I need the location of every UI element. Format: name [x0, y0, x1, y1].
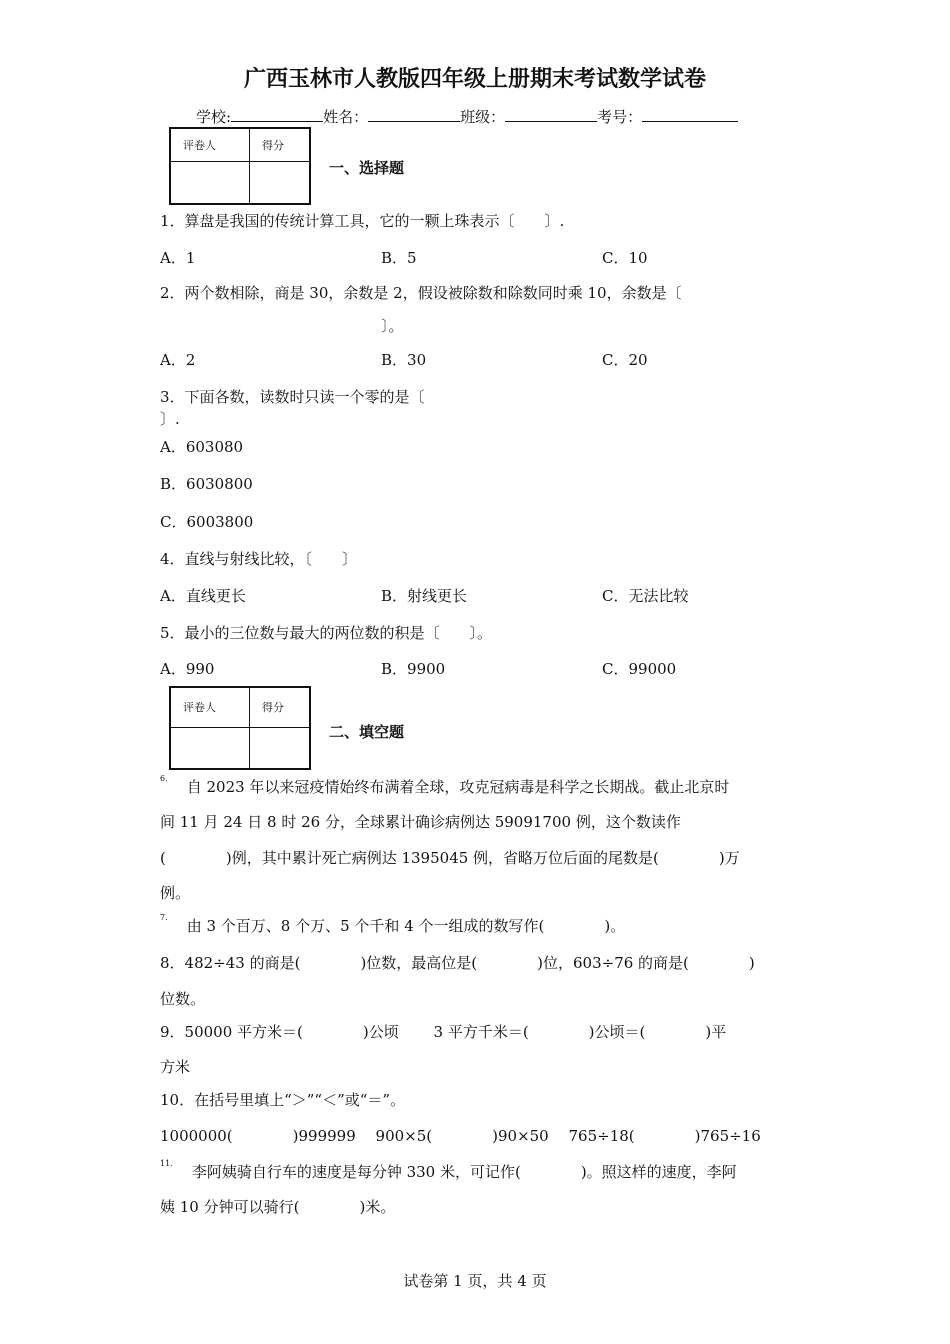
- question-8-line1: 8．482÷43 的商是( )位数，最高位是( )位，603÷76 的商是( ): [160, 954, 755, 972]
- question-1: 1．算盘是我国的传统计算工具，它的一颗上珠表示〔 〕.: [160, 212, 565, 230]
- question-10-line1: 10．在括号里填上“＞”“＜”或“＝”。: [160, 1091, 406, 1109]
- question-2-cont: 〕。: [381, 317, 404, 335]
- question-11-number: 11.: [160, 1159, 173, 1168]
- q3-option-a: A．603080: [160, 438, 244, 456]
- school-blank: [231, 106, 323, 122]
- question-11-text: 李阿姨骑自行车的速度是每分钟 330 米，可记作( )。照这样的速度，李阿: [191, 1163, 737, 1181]
- exam-number-blank: [642, 106, 738, 122]
- page-footer: 试卷第 1 页，共 4 页: [403, 1272, 547, 1290]
- q3-option-c: C．6003800: [160, 513, 254, 531]
- question-2: 2．两个数相除，商是 30，余数是 2，假设被除数和除数同时乘 10，余数是〔: [160, 284, 682, 302]
- section2-heading: 二、填空题: [329, 723, 405, 741]
- name-label: 姓名：: [323, 108, 369, 126]
- score-cell: [250, 727, 311, 769]
- q4-option-b: B．射线更长: [381, 587, 468, 605]
- question-6-number: 6.: [160, 774, 168, 783]
- question-8-line2: 位数。: [160, 990, 206, 1008]
- question-7: [160, 915, 625, 936]
- question-7-number: 7.: [160, 913, 168, 922]
- grader-label: 评卷人: [170, 687, 250, 727]
- student-info-line: [196, 106, 738, 127]
- grader-cell: [170, 727, 250, 769]
- q1-option-c: C．10: [602, 249, 648, 267]
- score-cell: [250, 161, 311, 204]
- question-3: 3．下面各数，读数时只读一个零的是〔: [160, 388, 425, 406]
- exam-number-label: 考号：: [597, 108, 643, 126]
- q1-option-a: A．1: [160, 249, 196, 267]
- score-box-section1: [169, 127, 311, 205]
- question-10-line2: 1000000( )999999 900×5( )90×50 765÷18( )765÷16: [160, 1127, 761, 1145]
- score-box-section2: [169, 686, 311, 770]
- section1-heading: 一、选择题: [329, 159, 405, 177]
- question-6-line1: [160, 776, 729, 797]
- school-label: 学校:: [196, 108, 232, 126]
- q1-option-b: B．5: [381, 249, 417, 267]
- grader-label: 评卷人: [170, 128, 250, 161]
- q2-option-b: B．30: [381, 351, 427, 369]
- question-4: 4．直线与射线比较，〔 〕: [160, 550, 358, 568]
- question-6-line4: 例。: [160, 884, 191, 902]
- q4-option-c: C．无法比较: [602, 587, 689, 605]
- q5-option-a: A．990: [160, 660, 215, 678]
- question-11-line1: [160, 1161, 737, 1182]
- grader-cell: [170, 161, 250, 204]
- question-6-text: 自 2023 年以来冠疫情始终布满着全球，攻克冠病毒是科学之长期战。截止北京时: [186, 778, 730, 796]
- q3-option-b: B．6030800: [160, 475, 253, 493]
- q5-option-c: C．99000: [602, 660, 677, 678]
- name-blank: [368, 106, 460, 122]
- question-6-line3: ( )例，其中累计死亡病例达 1395045 例，省略万位后面的尾数是( )万: [160, 849, 740, 867]
- score-label: 得分: [250, 128, 311, 161]
- question-11-line2: 姨 10 分钟可以骑行( )米。: [160, 1198, 396, 1216]
- question-9-line2: 方米: [160, 1058, 191, 1076]
- q2-option-a: A．2: [160, 351, 196, 369]
- question-5: 5．最小的三位数与最大的两位数的积是〔 〕。: [160, 624, 493, 642]
- question-9-line1: 9．50000 平方米＝( )公顷 3 平方千米＝( )公顷＝( )平: [160, 1023, 727, 1041]
- class-blank: [505, 106, 597, 122]
- score-label: 得分: [250, 687, 311, 727]
- class-label: 班级：: [460, 108, 506, 126]
- question-6-line2: 间 11 月 24 日 8 时 26 分，全球累计确诊病例达 59091700 例，这个数读作: [160, 813, 681, 831]
- q2-option-c: C．20: [602, 351, 648, 369]
- question-7-text: 由 3 个百万、8 个万、5 个千和 4 个一组成的数写作( )。: [186, 917, 626, 935]
- q5-option-b: B．9900: [381, 660, 446, 678]
- q4-option-a: A．直线更长: [160, 587, 246, 605]
- exam-title: 广西玉林市人教版四年级上册期末考试数学试卷: [243, 66, 706, 92]
- question-3-cont: 〕.: [160, 410, 180, 428]
